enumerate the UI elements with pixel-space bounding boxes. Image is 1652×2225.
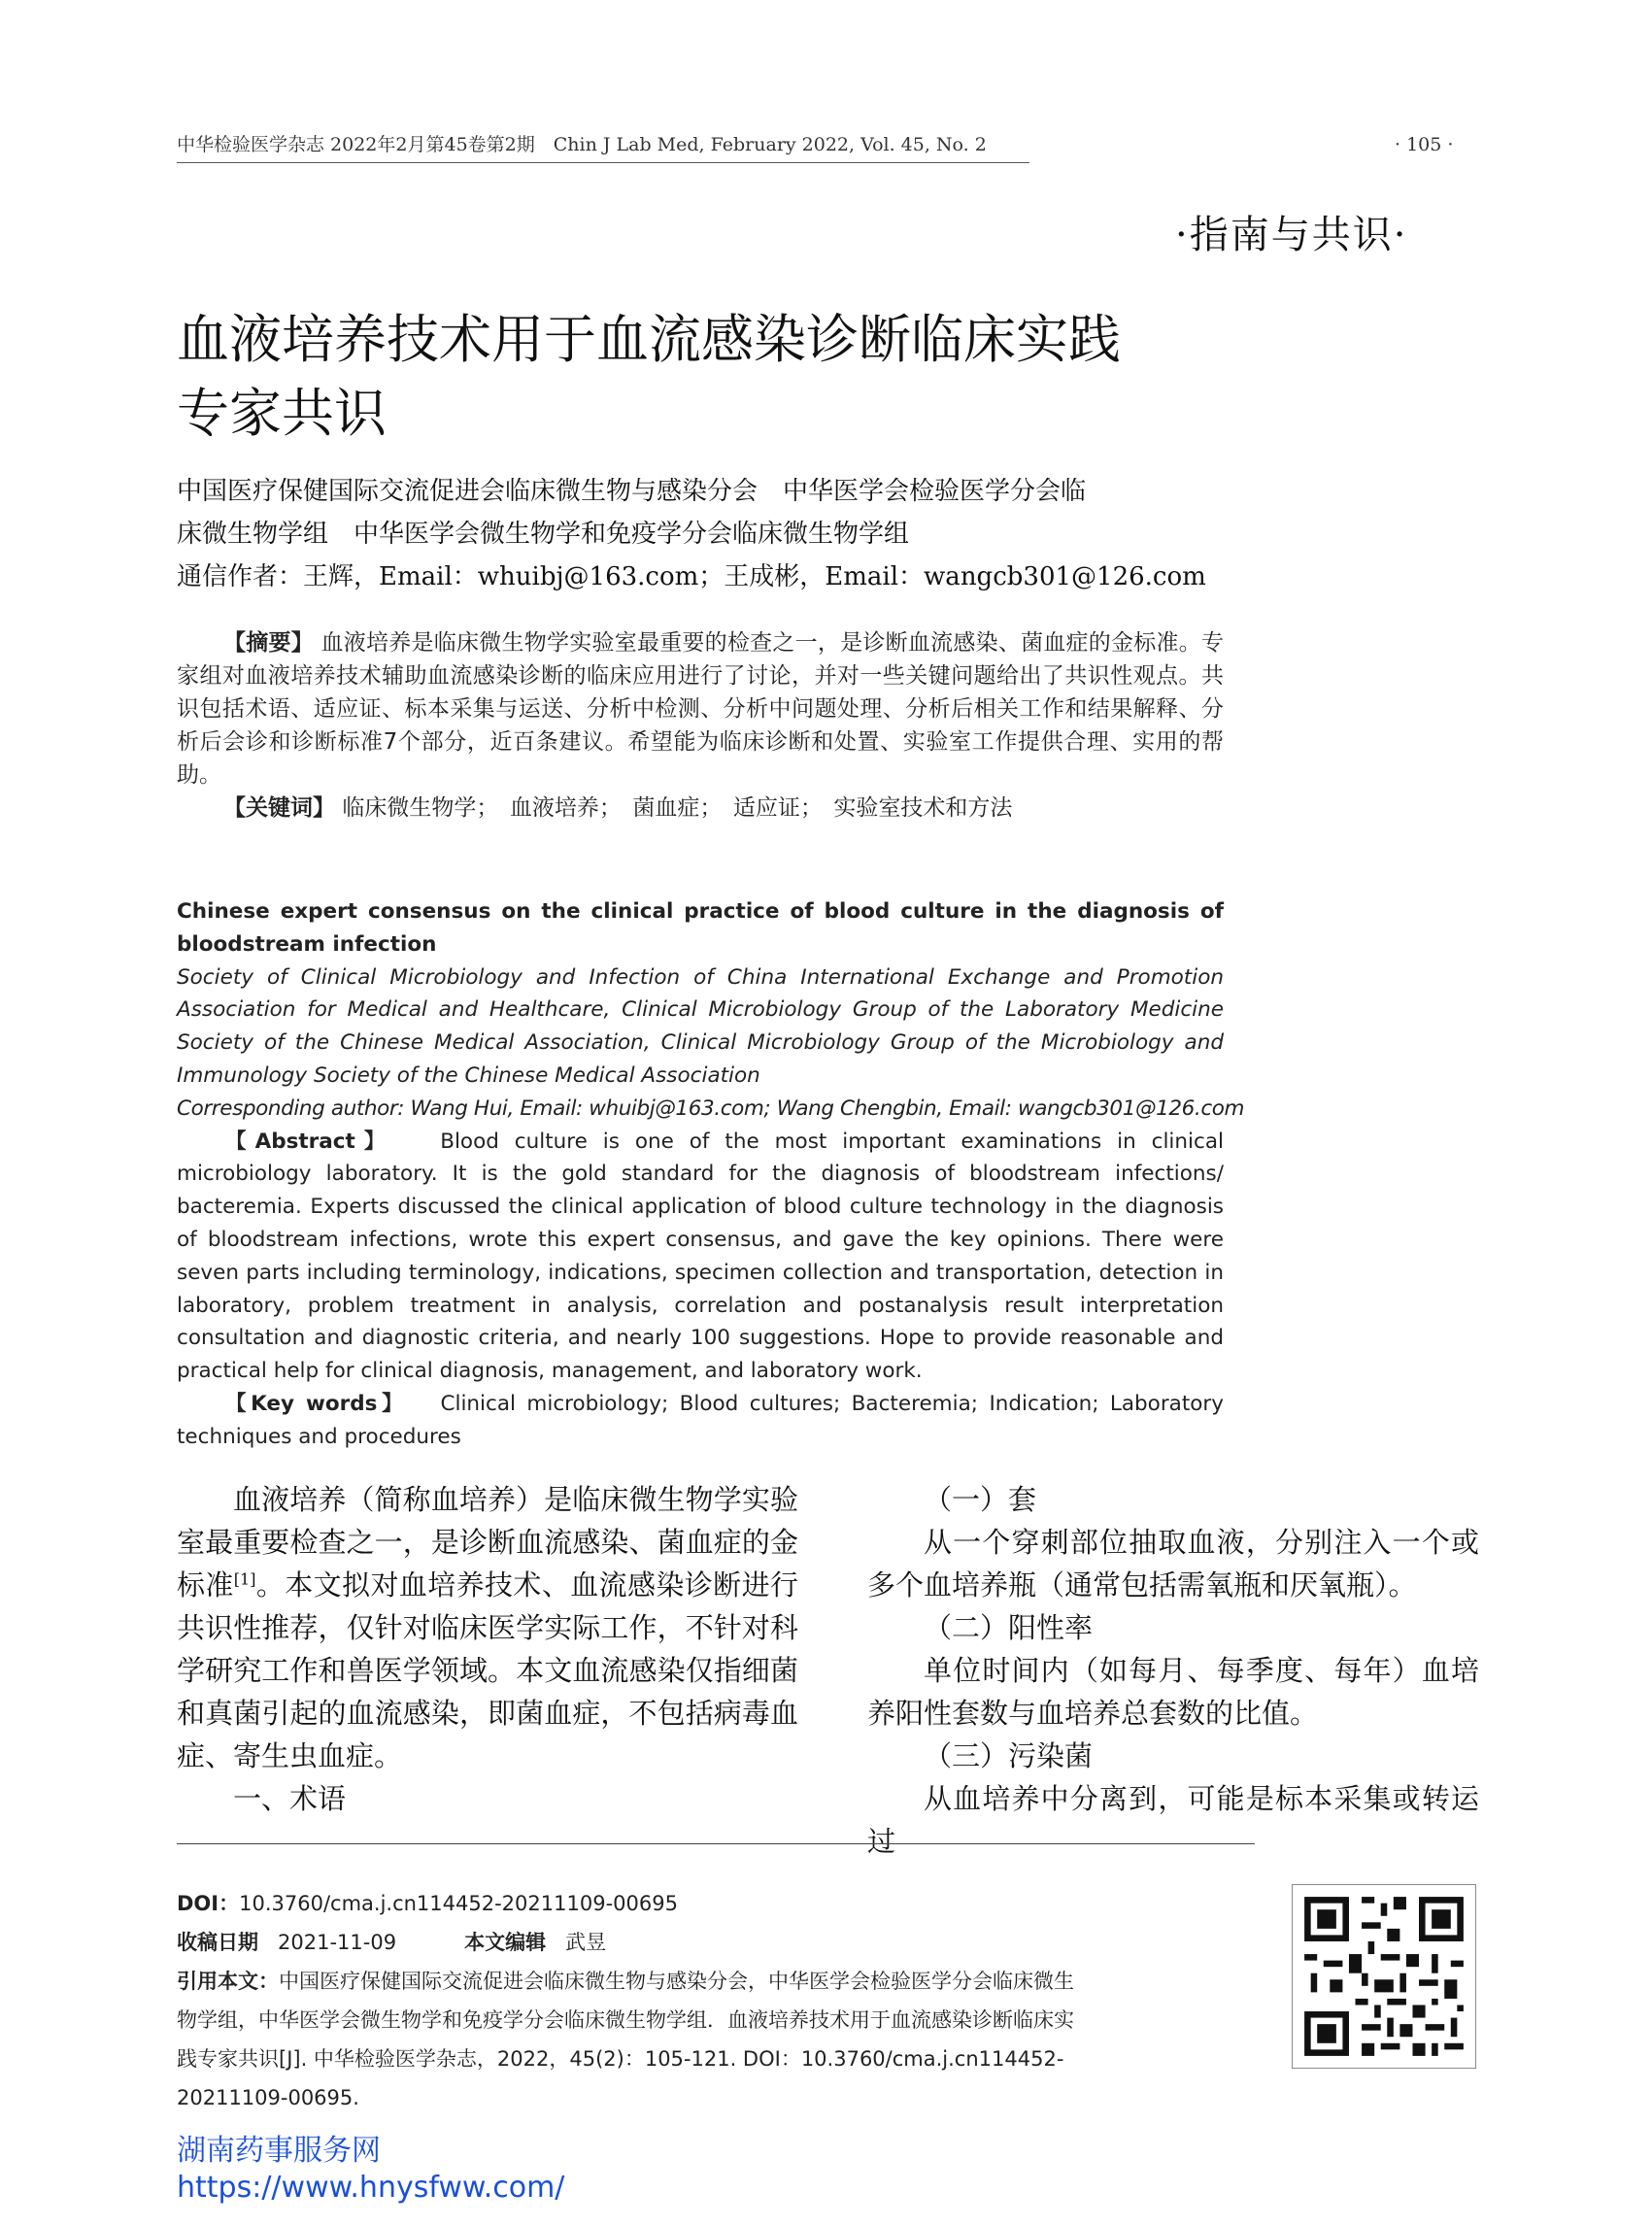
- received-label: 收稿日期: [177, 1931, 258, 1954]
- section-label: ·指南与共识·: [1175, 213, 1408, 257]
- paper-title: [177, 303, 1294, 451]
- body-paragraph: 从血培养中分离到，可能是标本采集或转运过: [867, 1782, 1479, 1858]
- english-title: Chinese expert consensus on the clinical practice of blood culture in the diagnosis of bloodstream infection: [177, 899, 1224, 957]
- body-paragraph: 血液培养（简称血培养）是临床微生物学实验室最重要检查之一，是诊断血流感染、菌血症的金标准[1]。本文拟对血培养技术、血流感染诊断进行共识性推荐，仅针对临床医学实际工作，不针对科学研究工作和兽医学领域。本文血流感染仅指细菌和真菌引起的血流感染，即菌血症，不包括病毒血症、寄生虫血症。: [177, 1483, 798, 1772]
- english-abstract-block: [177, 895, 1245, 1454]
- doi[interactable]: 10.3760/cma.j.cn114452-20211109-00695: [239, 1892, 678, 1915]
- keywords-zh: 临床微生物学； 血液培养； 菌血症； 适应证； 实验室技术和方法: [342, 795, 1013, 821]
- citation: 中国医疗保健国际交流促进会临床微生物与感染分会，中华医学会检验医学分会临床微生物学组，中华医学会微生物学和免疫学分会临床微生物学组．血液培养技术用于血流感染诊断临床实践专家共识[J]. 中华检验医学杂志，2022，45(2)：105-121. DOI：10.3760/cma.j.cn114452-20211109-00695.: [177, 1970, 1074, 2109]
- watermark-site-name: 湖南药事服务网: [177, 2134, 381, 2168]
- title-line-2: 专家共识: [177, 383, 387, 444]
- received-date: 2021-11-09: [278, 1931, 397, 1954]
- abstract-en-label: 【Abstract】: [225, 1129, 394, 1154]
- body-paragraph: 单位时间内（如每月、每季度、每年）血培养阳性套数与血培养总套数的比值。: [867, 1654, 1479, 1730]
- abstract-zh-label: 【摘要】: [223, 630, 314, 656]
- running-head: 中华检验医学杂志 2022年2月第45卷第2期 Chin J Lab Med, February 2022, Vol. 45, No. 2: [177, 130, 1029, 163]
- cite-label: 引用本文：: [177, 1970, 279, 1993]
- title-line-1: 血液培养技术用于血流感染诊断临床实践: [177, 309, 1121, 370]
- watermark-url[interactable]: https://www.hnysfww.com/: [177, 2171, 565, 2205]
- body-column-right: [867, 1478, 1479, 1863]
- subsection-heading: （三）污染菌: [924, 1739, 1094, 1772]
- section-heading: 一、术语: [233, 1782, 347, 1815]
- body-column-left: [177, 1478, 798, 1820]
- abstract-zh: [177, 626, 1224, 825]
- keywords-en: Clinical microbiology; Blood cultures; Bacteremia; Indication; Laboratory techniques and procedures: [177, 1391, 1224, 1449]
- keywords-en-label: 【Key words】: [225, 1391, 408, 1416]
- page-number: · 105 ·: [1395, 134, 1454, 155]
- authors-line-2: 床微生物学组 中华医学会微生物学和免疫学分会临床微生物学组: [177, 520, 910, 549]
- doi-label: DOI：: [177, 1892, 240, 1915]
- footnotes: [177, 1884, 1255, 2117]
- english-corresponding-author: Corresponding author: Wang Hui, Email: whuibj@163.com; Wang Chengbin, Email: wangcb301@126.com: [177, 1096, 1245, 1121]
- abstract-zh-text: 血液培养是临床微生物学实验室最重要的检查之一，是诊断血流感染、菌血症的金标准。专家组对血液培养技术辅助血流感染诊断的临床应用进行了讨论，并对一些关键问题给出了共识性观点。共识包括术语、适应证、标本采集与运送、分析中检测、分析中问题处理、分析后相关工作和结果解释、分析后会诊和诊断标准7个部分，近百条建议。希望能为临床诊断和处置、实验室工作提供合理、实用的帮助。: [177, 630, 1225, 788]
- qr-code-icon[interactable]: [1292, 1884, 1476, 2069]
- editor: 武昱: [565, 1931, 607, 1954]
- citation-ref: [1]: [233, 1569, 256, 1589]
- editor-label: 本文编辑: [464, 1931, 547, 1954]
- corresponding-author-zh: 通信作者：王辉，Email：whuibj@163.com；王成彬，Email：wangcb301@126.com: [177, 562, 1206, 591]
- keywords-zh-label: 【关键词】: [223, 795, 335, 821]
- subsection-heading: （一）套: [924, 1483, 1037, 1516]
- watermark: [177, 2133, 564, 2207]
- footnote-divider: [177, 1843, 1255, 1844]
- abstract-en-text: Blood culture is one of the most important examinations in clinical microbiology laboratory. It is the gold standard for the diagnosis of bloodstream infections/ bacteremia. Experts discussed the clinical application of blood culture technology in the diagnosis of bloodstream infections, wrote this expert consensus, and gave the key opinions. There were seven parts including terminology, indications, specimen collection and transportation, detection in laboratory, problem treatment in analysis, correlation and postanalysis result interpretation consultation and diagnostic criteria, and nearly 100 suggestions. Hope to provide reasonable and practical help for clinical diagnosis, management, and laboratory work.: [177, 1129, 1224, 1384]
- english-affiliation: Society of Clinical Microbiology and Infection of China International Exchange and Promotion Association for Medical and Healthcare, Clinical Microbiology Group of the Laboratory Medicine Society of the Chinese Medical Association, Clinical Microbiology Group of the Microbiology and Immunology Society of the Chinese Medical Association: [177, 964, 1224, 1088]
- body-paragraph: 从一个穿刺部位抽取血液，分别注入一个或多个血培养瓶（通常包括需氧瓶和厌氧瓶）。: [867, 1526, 1479, 1601]
- authors-line-1: 中国医疗保健国际交流促进会临床微生物与感染分会 中华医学会检验医学分会临: [177, 477, 1087, 506]
- subsection-heading: （二）阳性率: [924, 1611, 1094, 1644]
- author-block: [177, 470, 1226, 598]
